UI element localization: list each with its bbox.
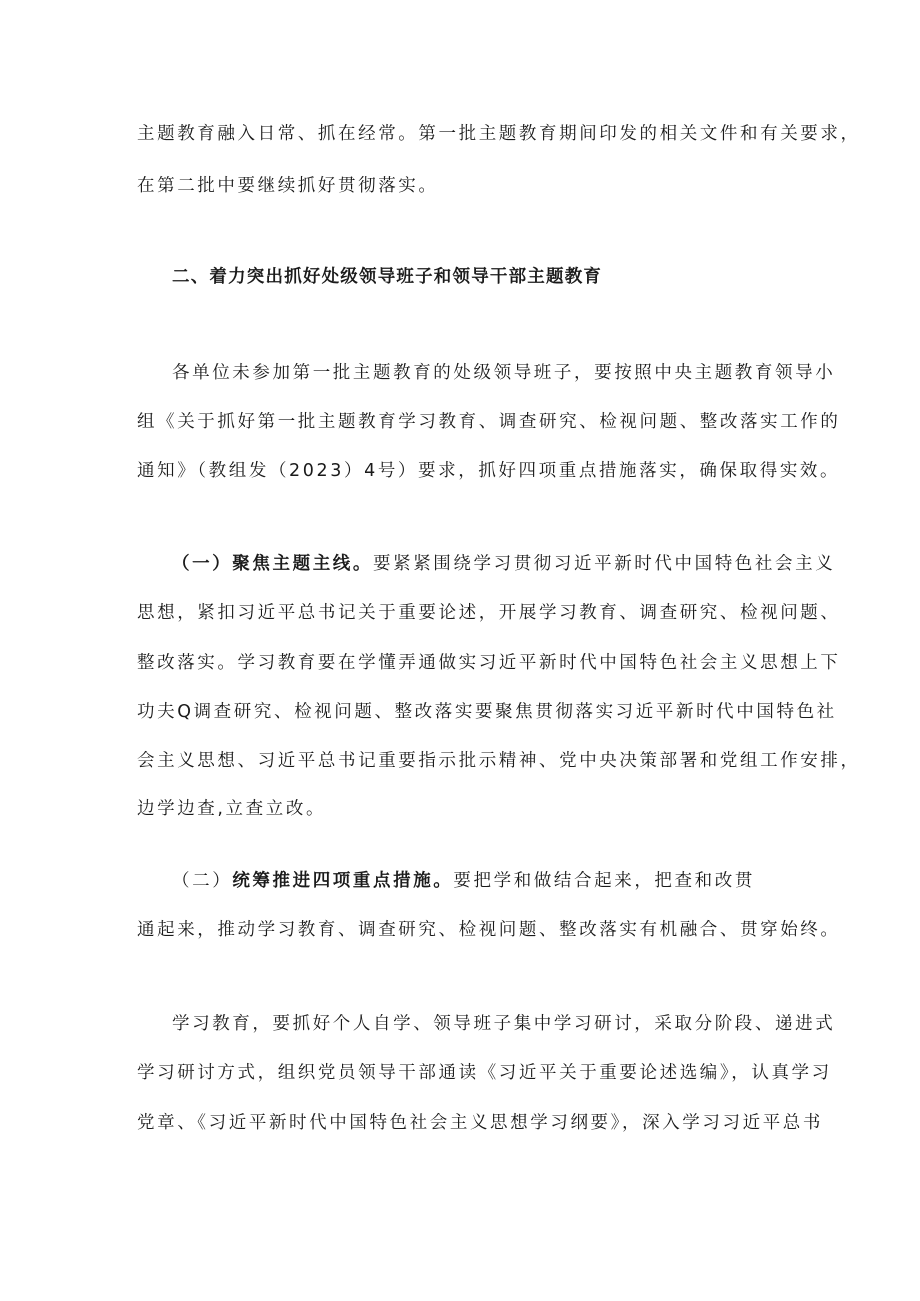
text-line [172,869,755,893]
section-heading: 二、着力突出抓好处级领导班子和领导干部主题教育 [172,267,603,287]
text-line: 在第二批中要继续抓好贯彻落实。 [137,176,439,196]
text-line: 学习研讨方式，组织党员领导干部通读《习近平关于重要论述选编》，认真学习 [137,1063,832,1083]
text-line: 组《关于抓好第一批主题教育学习教育、调查研究、检视问题、整改落实工作的 [137,412,841,432]
item-text: 要把学和做结合起来，把查和改贯 [453,871,755,891]
item-prefix: （二） [172,871,233,891]
text-line: 整改落实。学习教育要在学懂弄通做实习近平新时代中国特色社会主义思想上下 [137,653,841,673]
text-line: 通知》（教组发（2023）4号）要求，抓好四项重点措施落实，确保取得实效。 [137,461,841,481]
item-text: 要紧紧围绕学习贯彻习近平新时代中国特色社会主义 [373,554,836,574]
item-title: 统筹推进四项重点措施。 [232,871,454,891]
text-line: 主题教育融入日常、抓在经常。第一批主题教育期间印发的相关文件和有关要求， [137,124,861,144]
text-line: 功夫Q调查研究、检视问题、整改落实要聚焦贯彻落实习近平新时代中国特色社 [137,702,837,722]
item-title: （一）聚焦主题主线。 [172,554,373,574]
text-line: 党章、《习近平新时代中国特色社会主义思想学习纲要》，深入学习习近平总书 [137,1113,823,1133]
text-line: 通起来，推动学习教育、调查研究、检视问题、整改落实有机融合、贯穿始终。 [137,920,841,940]
text-line [172,552,835,576]
text-line: 边学边查,立查立改。 [137,799,327,819]
text-line: 思想，紧扣习近平总书记关于重要论述，开展学习教育、调查研究、检视问题、 [137,603,841,623]
text-line: 学习教育，要抓好个人自学、领导班子集中学习研讨，采取分阶段、递进式 [172,1014,836,1034]
text-line: 各单位未参加第一批主题教育的处级领导班子，要按照中央主题教育领导小 [172,363,836,383]
text-line: 会主义思想、习近平总书记重要指示批示精神、党中央决策部署和党组工作安排， [137,751,861,771]
